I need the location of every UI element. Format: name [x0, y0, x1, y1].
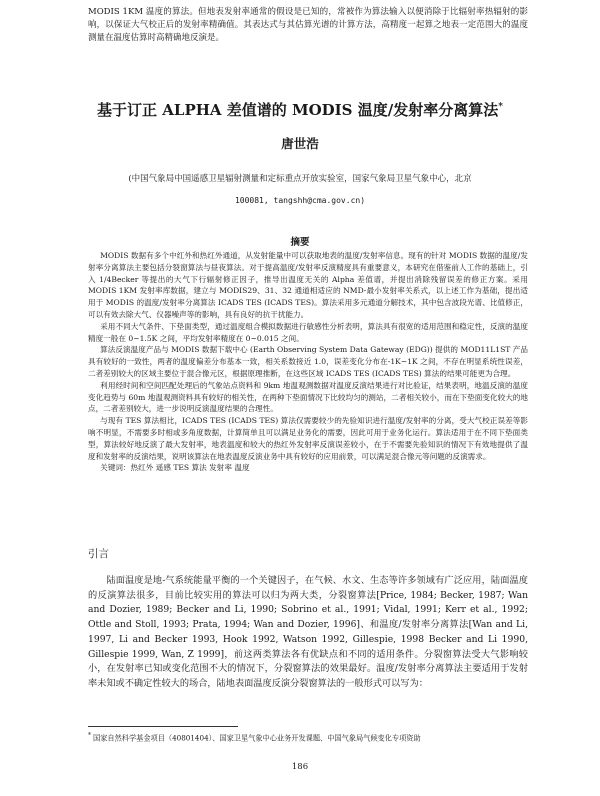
keywords: 关键词：热红外 遥感 TES 算法 发射率 温度	[100, 463, 250, 473]
affiliation: (中国气象局中国遥感卫星辐射测量和定标重点开放实验室，国家气象局卫星气象中心，北京	[128, 174, 472, 184]
footnote-rule	[88, 726, 238, 727]
top-text-fragment: MODIS 1KM 温度的算法。但地表发射率通常的假设是已知的，常被作为算法输入以便消除于比辐射率热辐射的影响，以保证大气校正后的发射率精确值。其表达式与其估算光谱的计算方法，高精度一起算之地表一定范围大的温度测量在温度估算时高精确地反演是。	[88, 7, 528, 43]
abstract-body	[88, 250, 528, 474]
abstract-paragraph: 与现有 TES 算法相比，ICADS TES (ICADS TES) 算法仅需要较少的先验知识进行温度/发射率的分离，受大气校正误差等影响不明显，不需要多时相或多角度数据，计算简单且可以满足业务化的需要，因此可用于业务化运行。算法适用于在不同下垫面类型，算法较好地反演了最大发射率，地表温度和较大的热红外发射率反演误差较小，在于不需要先验知识的情况下有效地提供了温度和发射率的反演结果，说明该算法在地表温度反演业务中具有较好的应用前景，可以满足混合像元等问题的反演需求。	[88, 416, 528, 461]
intro-paragraph: 陆面温度是地-气系统能量平衡的一个关键因子，在气候、水文、生态等许多领域有广泛应用，陆面温度的反演算法很多，目前比较实用的算法可以归为两大类，分裂窗算法[Price, 1984; Becker, 1987; Wan and Dozier, 1989; Becker and Li, 1990; Sobrino et al., 1991; Vidal, 1991; Kerr et al., 1992; Ottle and Stoll, 1993; Prata, 1994; Wan and Dozier, 1996]、和温度/发射率分离算法[Wan and Li, 1997, Li and Becker 1993, Hook 1992, Watson 1992, Gillespie, 1998 Becker and Li 1990, Gillespie 1999, Wan, Z 1999]，前这两类算法各有优缺点和不同的适用条件。分裂窗算法受大气影响较小，在发射率已知或变化范围不大的情况下，分裂窗算法的效果最好。温度/发射率分离算法主要适用于发射率未知或不确定性较大的场合，陆地表面温度反演分裂窗算法的一般形式可以写为：	[88, 575, 528, 689]
author-name: 唐世浩	[281, 136, 319, 151]
author-email: 100081, tangshh@cma.gov.cn)	[234, 196, 366, 205]
paper-title	[0, 96, 600, 121]
section-heading-intro: 引言	[88, 548, 109, 560]
title-text: 基于订正 ALPHA 差值谱的 MODIS 温度/发射率分离算法	[97, 101, 499, 119]
abstract-paragraph: MODIS 数据有多个中红外和热红外通道，从发射能量中可以获取地表的温度/发射率信息。现有的针对 MODIS 数据的温度/发射率分离算法主要包括分裂窗算法与昼夜算法。对于提高温度/发射率反演精度具有重要意义，本研究在借鉴前人工作的基础上，引入 1/4Becker 等提出的大气下行辐射修正因子，推导出温度无关的 Alpha 差值谱，并提出消除残留误差的修正方案。采用 MODIS 1KM 发射率库数据，建立与 MODIS29、31、32 通道相适应的 NMD-最小发射率关系式，以上述工作为基础，提出适用于 MODIS 的温度/发射率分离算法 ICADS TES (ICADS TES)。算法采用多元通道分解技术，其中包含波段光谱、比值修正，可以有效去除大气、仪器噪声等的影响，具有良好的抗干扰能力。	[88, 251, 528, 319]
abstract-paragraph: 算法反演温度产品与 MODIS 数据下载中心 (Earth Observing System Data Gateway (EDG)) 提供的 MOD11L1ST 产品具有较好的一致性，两者的温度偏差分布基本一致，相关系数接近 1.0，误差变化分布在-1K~1K 之间，不存在明显系统性误差，二者差别较大的区域主要位于混合像元区，根据原理推断，在这些区域 ICADS TES (ICADS TES) 算法的结果可能更为合理。	[88, 345, 528, 378]
footnote-text: 国家自然科学基金项目（40801404）、国家卫星气象中心业务开发课题、中国气象局气候变化专项资助	[93, 733, 421, 743]
footnote	[88, 731, 528, 743]
abstract-paragraph: 利用经时间和空间匹配处理后的气象站点资料和 9km 地温观测数据对温度反演结果进行对比验证，结果表明，地温反演的温度变化趋势与 60m 地温观测资料具有较好的相关性，在两种下垫面情况下比较均匀的测站，二者相关较小，而在下垫面变化较大的地点，二者差别较大，进一步说明反演温度结果的合理性。	[88, 380, 528, 414]
page-number: 186	[291, 762, 309, 772]
intro-body	[88, 574, 528, 692]
abstract-heading: 摘要	[290, 237, 310, 248]
footnote-mark: *	[88, 732, 91, 739]
title-footnote-mark: *	[498, 102, 503, 112]
abstract-paragraph: 采用不同大气条件、下垫面类型，通过温度组合模拟数据进行敏感性分析表明，算法具有很宽的适用范围和稳定性，反演的温度精度一般在 0~1.5K 之间，平均发射率精度在 0~0.015 之间。	[88, 321, 528, 343]
